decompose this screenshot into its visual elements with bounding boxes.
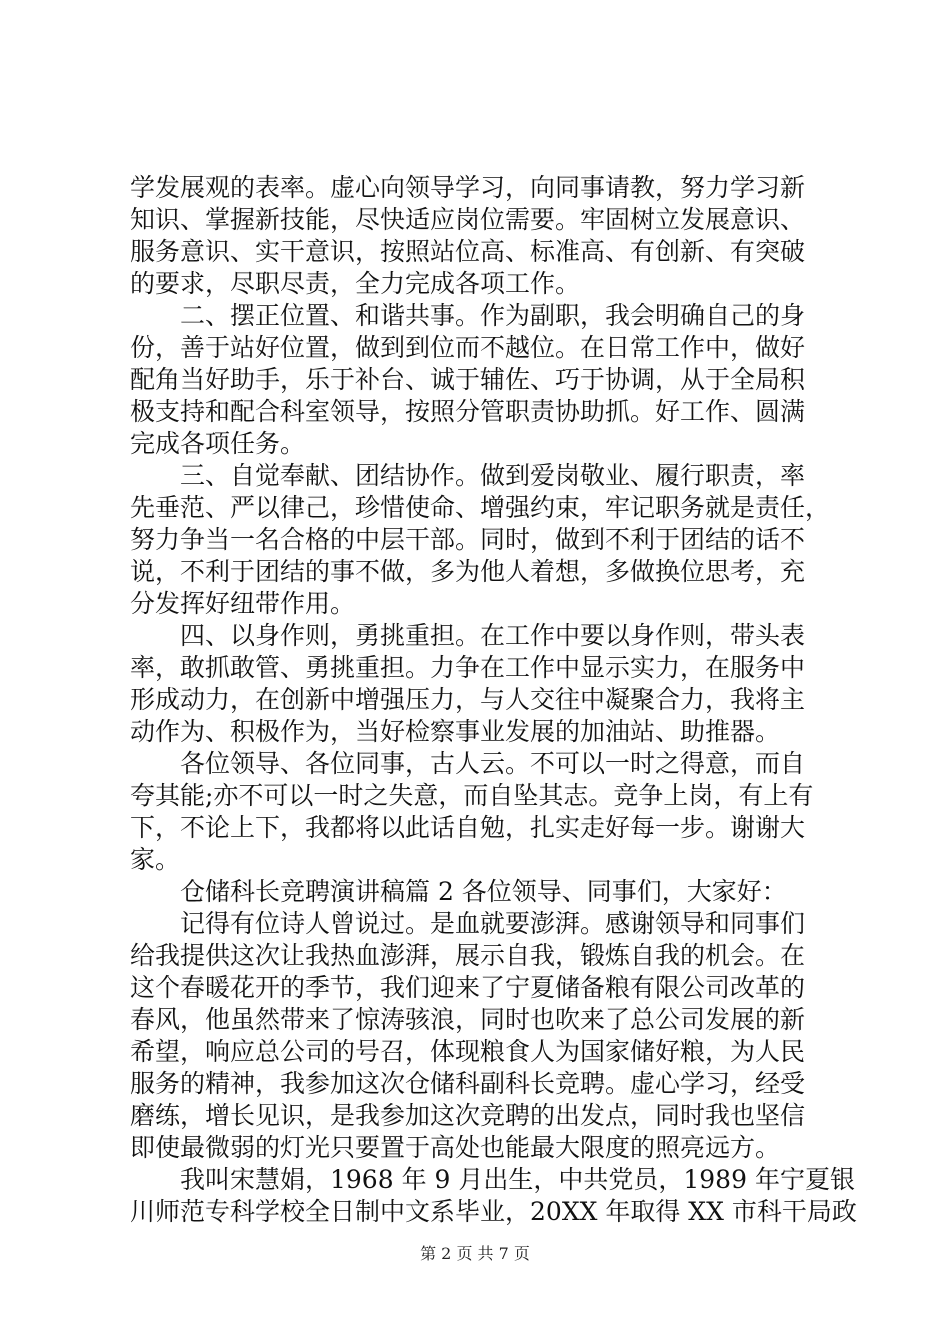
text-line: 这个春暖花开的季节，我们迎来了宁夏储备粮有限公司改革的 <box>130 973 806 1002</box>
text-line: 三、自觉奉献、团结协作。做到爱岗敬业、履行职责，率 <box>180 461 806 490</box>
page-footer: 第 2 页 共 7 页 <box>420 1244 530 1263</box>
text-line: 率，敢抓敢管、勇挑重担。力争在工作中显示实力，在服务中 <box>130 653 806 682</box>
text-line: 完成各项任务。 <box>130 429 306 458</box>
text-line: 磨练，增长见识，是我参加这次竞聘的出发点，同时我也坚信 <box>130 1101 806 1130</box>
text-line: 我叫宋慧娟，1968 年 9 月出生，中共党员，1989 年宁夏银 <box>180 1165 855 1194</box>
text-line: 仓储科长竞聘演讲稿篇 2 各位领导、同事们，大家好： <box>180 877 787 906</box>
text-line: 形成动力，在创新中增强压力，与人交往中凝聚合力，我将主 <box>130 685 806 714</box>
text-line: 春风，他虽然带来了惊涛骇浪，同时也吹来了总公司发展的新 <box>130 1005 806 1034</box>
text-line: 动作为、积极作为，当好检察事业发展的加油站、助推器。 <box>130 717 781 746</box>
text-line: 份，善于站好位置，做到到位而不越位。在日常工作中，做好 <box>130 333 806 362</box>
text-line: 各位领导、各位同事，古人云。不可以一时之得意，而自 <box>180 749 806 778</box>
text-line: 给我提供这次让我热血澎湃，展示自我，锻炼自我的机会。在 <box>130 941 806 970</box>
text-line: 的要求，尽职尽责，全力完成各项工作。 <box>130 269 581 298</box>
text-line: 夸其能;亦不可以一时之失意，而自坠其志。竞争上岗，有上有 <box>130 781 814 810</box>
text-line: 极支持和配合科室领导，按照分管职责协助抓。好工作、圆满 <box>130 397 806 426</box>
text-line: 学发展观的表率。虚心向领导学习，向同事请教，努力学习新 <box>130 173 806 202</box>
text-line: 配角当好助手，乐于补台、诚于辅佐、巧于协调，从于全局积 <box>130 365 806 394</box>
text-line: 即使最微弱的灯光只要置于高处也能最大限度的照亮远方。 <box>130 1133 781 1162</box>
text-line: 记得有位诗人曾说过。是血就要澎湃。感谢领导和同事们 <box>180 909 806 938</box>
text-line: 服务意识、实干意识，按照站位高、标准高、有创新、有突破 <box>130 237 806 266</box>
text-line: 二、摆正位置、和谐共事。作为副职，我会明确自己的身 <box>180 301 806 330</box>
text-line: 川师范专科学校全日制中文系毕业，20XX 年取得 XX 市科干局政 <box>130 1197 857 1226</box>
text-line: 知识、掌握新技能，尽快适应岗位需要。牢固树立发展意识、 <box>130 205 806 234</box>
text-line: 服务的精神，我参加这次仓储科副科长竞聘。虚心学习，经受 <box>130 1069 806 1098</box>
text-line: 说，不利于团结的事不做，多为他人着想，多做换位思考，充 <box>130 557 806 586</box>
text-line: 家。 <box>130 845 181 874</box>
body-text <box>130 172 857 1228</box>
text-line: 分发挥好纽带作用。 <box>130 589 356 618</box>
text-line: 下，不论上下，我都将以此话自勉，扎实走好每一步。谢谢大 <box>130 813 806 842</box>
text-line: 四、以身作则，勇挑重担。在工作中要以身作则，带头表 <box>180 621 806 650</box>
text-line: 努力争当一名合格的中层干部。同时，做到不利于团结的话不 <box>130 525 806 554</box>
text-line: 希望，响应总公司的号召，体现粮食人为国家储好粮，为人民 <box>130 1037 806 1066</box>
text-line: 先垂范、严以律己，珍惜使命、增强约束，牢记职务就是责任， <box>130 493 831 522</box>
